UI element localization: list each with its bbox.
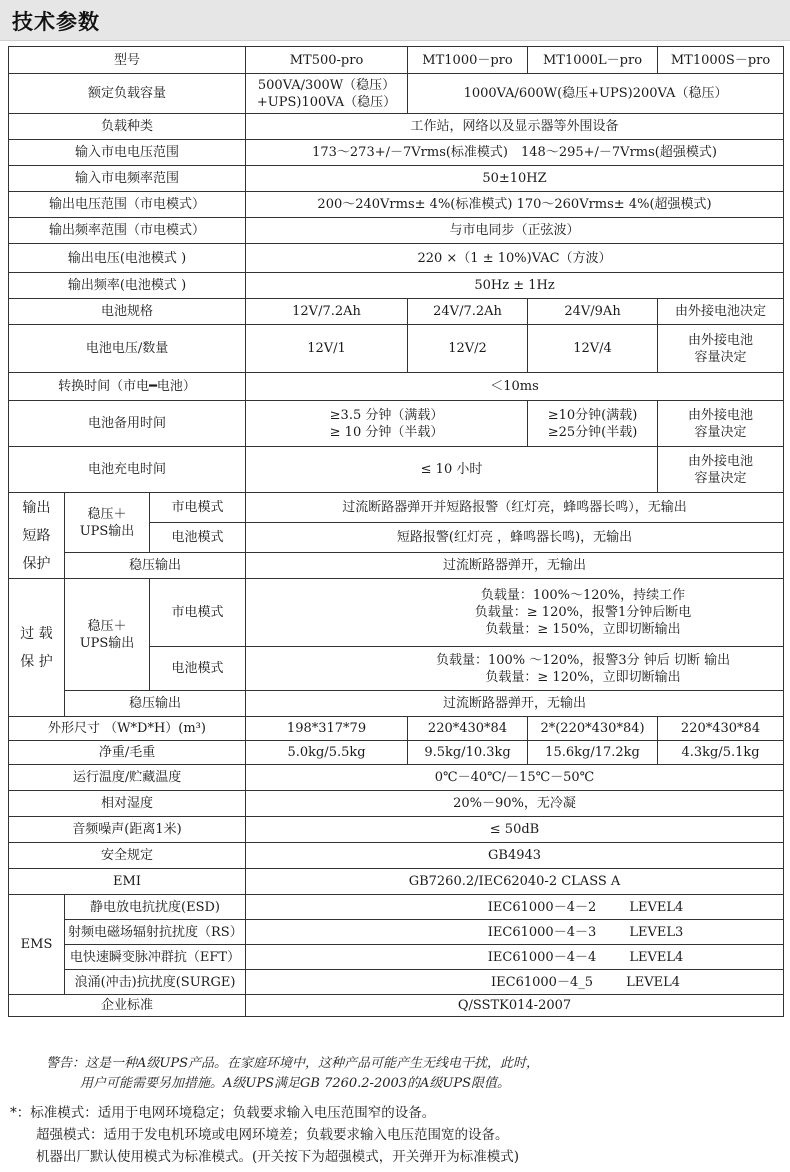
short-stab-ups-line1: 稳压＋ bbox=[87, 506, 127, 522]
spec-table bbox=[8, 46, 784, 1017]
input-voltage-label: 输入市电电压范围 bbox=[9, 140, 246, 166]
short-protect-label-1: 输出 bbox=[22, 499, 51, 516]
short-protect-label-2: 短路 bbox=[22, 527, 51, 544]
battery-voltage-a: 12V/1 bbox=[246, 325, 408, 373]
battery-voltage-d bbox=[658, 325, 784, 373]
battery-spec-d: 由外接电池决定 bbox=[658, 299, 784, 325]
weight-a: 5.0kg/5.5kg bbox=[246, 741, 408, 765]
out-freq-batt-label: 输出频率(电池模式 ) bbox=[9, 273, 246, 299]
ems-eft-name: 电快速瞬变脉冲群抗（EFT） bbox=[65, 945, 246, 970]
short-mains: 过流断路器弹开并短路报警（红灯亮，蜂鸣器长鸣），无输出 bbox=[246, 493, 784, 523]
backup-label: 电池备用时间 bbox=[9, 401, 246, 447]
size-b: 220*430*84 bbox=[408, 717, 528, 741]
short-protect-label-3: 保护 bbox=[22, 555, 51, 572]
ems-rs-value bbox=[246, 920, 784, 945]
battery-spec-b: 24V/7.2Ah bbox=[408, 299, 528, 325]
charge-d-line2: 容量决定 bbox=[694, 470, 747, 486]
default-mode-note: 机器出厂默认使用模式为标准模式。(开关按下为超强模式，开关弹开为标准模式) bbox=[36, 1149, 520, 1165]
short-stab-ups-line2: UPS输出 bbox=[79, 523, 135, 539]
row-transfer bbox=[9, 373, 784, 401]
ems-esd-std: IEC61000－4－2 bbox=[487, 899, 597, 915]
overload-stab: 过流断路器弹开，无输出 bbox=[246, 691, 784, 717]
overload-label-1: 过 载 bbox=[20, 625, 53, 642]
humidity-label: 相对湿度 bbox=[9, 791, 246, 817]
rated-load-label: 额定负载容量 bbox=[9, 74, 246, 114]
weight-c: 15.6kg/17.2kg bbox=[528, 741, 658, 765]
out-voltage-mains: 200～240Vrms± 4%(标准模式) 170～260Vrms± 4%(超强模式) bbox=[246, 192, 784, 218]
overload-label-2: 保 护 bbox=[20, 653, 53, 670]
backup-d-line1: 由外接电池 bbox=[688, 407, 754, 423]
row-overload-mains bbox=[9, 579, 784, 647]
std-mode-note: *：标准模式：适用于电网环境稳定；负载要求输入电压范围窄的设备。 bbox=[10, 1105, 436, 1121]
emi-label: EMI bbox=[9, 869, 246, 895]
overload-stab-ups-line2: UPS输出 bbox=[79, 635, 135, 651]
battery-voltage-c: 12V/4 bbox=[528, 325, 658, 373]
rated-load-a-line2: +UPS)100VA（稳压） bbox=[256, 94, 397, 110]
model-c: MT1000L－pro bbox=[528, 47, 658, 74]
corp-std: Q/SSTK014-2007 bbox=[246, 995, 784, 1017]
out-freq-mains: 与市电同步（正弦波） bbox=[246, 218, 784, 244]
size-label: 外形尺寸 （W*D*H）(m³) bbox=[9, 717, 246, 741]
row-temp bbox=[9, 765, 784, 791]
row-ems-esd bbox=[9, 895, 784, 920]
row-ems-rs bbox=[9, 920, 784, 945]
row-emi bbox=[9, 869, 784, 895]
row-short-mains bbox=[9, 493, 784, 523]
charge-d-line1: 由外接电池 bbox=[688, 453, 754, 469]
overload-stab-ups-label bbox=[65, 579, 150, 691]
safety: GB4943 bbox=[246, 843, 784, 869]
size-a: 198*317*79 bbox=[246, 717, 408, 741]
row-input-freq bbox=[9, 166, 784, 192]
out-voltage-batt: 220 ×（1 ± 10%)VAC（方波） bbox=[246, 244, 784, 273]
backup-ab bbox=[246, 401, 528, 447]
row-out-freq-batt bbox=[9, 273, 784, 299]
overload-battery-line1: 负载量：100% ～120%，报警3分 钟后 切断 输出 bbox=[435, 652, 731, 668]
overload-label bbox=[9, 579, 65, 717]
safety-label: 安全规定 bbox=[9, 843, 246, 869]
row-ems-eft bbox=[9, 945, 784, 970]
ems-rs-name: 射频电磁场辐射抗扰度（RS） bbox=[65, 920, 246, 945]
size-d: 220*430*84 bbox=[658, 717, 784, 741]
ems-eft-level: LEVEL4 bbox=[629, 949, 684, 965]
model-d: MT1000S－pro bbox=[658, 47, 784, 74]
ems-esd-value bbox=[246, 895, 784, 920]
size-c: 2*(220*430*84) bbox=[528, 717, 658, 741]
short-protect-label bbox=[9, 493, 65, 579]
battery-voltage-b: 12V/2 bbox=[408, 325, 528, 373]
battery-spec-c: 24V/9Ah bbox=[528, 299, 658, 325]
ems-surge-level: LEVEL4 bbox=[626, 974, 680, 990]
noise: ≤ 50dB bbox=[246, 817, 784, 843]
overload-stab-ups-line1: 稳压＋ bbox=[87, 618, 127, 634]
ems-rs-std: IEC61000－4－3 bbox=[487, 924, 597, 940]
weight-b: 9.5kg/10.3kg bbox=[408, 741, 528, 765]
input-freq-label: 输入市电频率范围 bbox=[9, 166, 246, 192]
battery-voltage-label: 电池电压/数量 bbox=[9, 325, 246, 373]
row-safety bbox=[9, 843, 784, 869]
short-stab-ups-label bbox=[65, 493, 150, 553]
row-short-stab bbox=[9, 553, 784, 579]
row-rated-load bbox=[9, 74, 784, 114]
backup-c-line2: ≥25分钟(半载) bbox=[547, 424, 638, 440]
overload-mains bbox=[246, 579, 784, 647]
overload-battery-mode: 电池模式 bbox=[150, 647, 246, 691]
ext-battery-line1: 由外接电池 bbox=[688, 332, 754, 348]
row-ems-surge bbox=[9, 970, 784, 995]
model-b: MT1000－pro bbox=[408, 47, 528, 74]
short-stab-label: 稳压输出 bbox=[65, 553, 246, 579]
row-weight bbox=[9, 741, 784, 765]
row-battery-spec bbox=[9, 299, 784, 325]
short-stab: 过流断路器弹开，无输出 bbox=[246, 553, 784, 579]
row-model bbox=[9, 47, 784, 74]
ems-label: EMS bbox=[9, 895, 65, 995]
model-a: MT500-pro bbox=[246, 47, 408, 74]
load-type: 工作站，网络以及显示器等外围设备 bbox=[246, 114, 784, 140]
ems-surge-name: 浪涌(冲击)抗扰度(SURGE) bbox=[65, 970, 246, 995]
overload-mains-mode: 市电模式 bbox=[150, 579, 246, 647]
ems-surge-std: IEC61000－4_5 bbox=[491, 974, 594, 990]
corp-std-label: 企业标准 bbox=[9, 995, 246, 1017]
row-out-voltage-batt bbox=[9, 244, 784, 273]
backup-ab-line2: ≥ 10 分钟（半载） bbox=[329, 424, 444, 440]
row-out-voltage-mains bbox=[9, 192, 784, 218]
overload-battery bbox=[246, 647, 784, 691]
rated-load-a-line1: 500VA/300W（稳压） bbox=[257, 77, 396, 93]
backup-ab-line1: ≥3.5 分钟（满载） bbox=[329, 407, 444, 423]
ext-battery-line2: 容量决定 bbox=[694, 349, 747, 365]
section-title: 技术参数 bbox=[12, 10, 100, 34]
row-humidity bbox=[9, 791, 784, 817]
out-voltage-mains-label: 输出电压范围（市电模式） bbox=[9, 192, 246, 218]
short-battery-mode: 电池模式 bbox=[150, 523, 246, 553]
backup-d bbox=[658, 401, 784, 447]
short-mains-mode: 市电模式 bbox=[150, 493, 246, 523]
temp: 0℃－40℃/－15℃－50℃ bbox=[246, 765, 784, 791]
transfer: ＜10ms bbox=[246, 373, 784, 401]
row-size bbox=[9, 717, 784, 741]
ems-eft-std: IEC61000－4－4 bbox=[487, 949, 597, 965]
emi: GB7260.2/IEC62040-2 CLASS A bbox=[246, 869, 784, 895]
section-header bbox=[0, 0, 790, 41]
input-voltage: 173～273+/－7Vrms(标准模式) 148～295+/－7Vrms(超强模式) bbox=[246, 140, 784, 166]
overload-mains-line2: 负载量：≥ 120%，报警1分钟后断电 bbox=[474, 605, 692, 620]
warning-line1: 警告：这是一种A级UPS产品。在家庭环境中，这种产品可能产生无线电干扰，此时， bbox=[46, 1056, 539, 1071]
out-voltage-batt-label: 输出电压(电池模式 ) bbox=[9, 244, 246, 273]
overload-mains-line3: 负载量：≥ 150%，立即切断输出 bbox=[485, 622, 681, 637]
backup-c bbox=[528, 401, 658, 447]
transfer-label: 转换时间（市电━电池） bbox=[9, 373, 246, 401]
out-freq-batt: 50Hz ± 1Hz bbox=[246, 273, 784, 299]
short-battery: 短路报警(红灯亮 ，蜂鸣器长鸣)，无输出 bbox=[246, 523, 784, 553]
overload-battery-line2: 负载量：≥ 120%，立即切断输出 bbox=[485, 669, 681, 685]
battery-spec-a: 12V/7.2Ah bbox=[246, 299, 408, 325]
overload-mains-line1: 负载量：100%～120%，持续工作 bbox=[480, 588, 686, 603]
row-load-type bbox=[9, 114, 784, 140]
warning-line2: 用户可能需要另加措施。A级UPS满足GB 7260.2-2003的A级UPS限值。 bbox=[80, 1076, 511, 1091]
row-overload-stab bbox=[9, 691, 784, 717]
overload-stab-label: 稳压输出 bbox=[65, 691, 246, 717]
charge-label: 电池充电时间 bbox=[9, 447, 246, 493]
row-charge bbox=[9, 447, 784, 493]
row-corp-std bbox=[9, 995, 784, 1017]
out-freq-mains-label: 输出频率范围（市电模式） bbox=[9, 218, 246, 244]
weight-label: 净重/毛重 bbox=[9, 741, 246, 765]
ems-esd-level: LEVEL4 bbox=[629, 899, 684, 915]
row-noise bbox=[9, 817, 784, 843]
weight-d: 4.3kg/5.1kg bbox=[658, 741, 784, 765]
battery-spec-label: 电池规格 bbox=[9, 299, 246, 325]
row-out-freq-mains bbox=[9, 218, 784, 244]
backup-d-line2: 容量决定 bbox=[694, 424, 747, 440]
temp-label: 运行温度/贮藏温度 bbox=[9, 765, 246, 791]
input-freq: 50±10HZ bbox=[246, 166, 784, 192]
warning-note bbox=[46, 1054, 539, 1094]
backup-c-line1: ≥10分钟(满载) bbox=[547, 407, 638, 423]
charge-d bbox=[658, 447, 784, 493]
ems-eft-value bbox=[246, 945, 784, 970]
ems-esd-name: 静电放电抗扰度(ESD) bbox=[65, 895, 246, 920]
load-type-label: 负载种类 bbox=[9, 114, 246, 140]
rated-load-b: 1000VA/600W(稳压+UPS)200VA（稳压） bbox=[408, 74, 784, 114]
ems-rs-level: LEVEL3 bbox=[629, 924, 684, 940]
rated-load-a bbox=[246, 74, 408, 114]
ems-surge-value bbox=[246, 970, 784, 995]
noise-label: 音频噪声(距离1米) bbox=[9, 817, 246, 843]
row-backup bbox=[9, 401, 784, 447]
model-label: 型号 bbox=[9, 47, 246, 74]
row-input-voltage bbox=[9, 140, 784, 166]
row-battery-voltage bbox=[9, 325, 784, 373]
super-mode-note: 超强模式：适用于发电机环境或电网环境差；负载要求输入电压范围宽的设备。 bbox=[36, 1127, 509, 1143]
charge: ≤ 10 小时 bbox=[246, 447, 658, 493]
humidity: 20%－90%，无冷凝 bbox=[246, 791, 784, 817]
